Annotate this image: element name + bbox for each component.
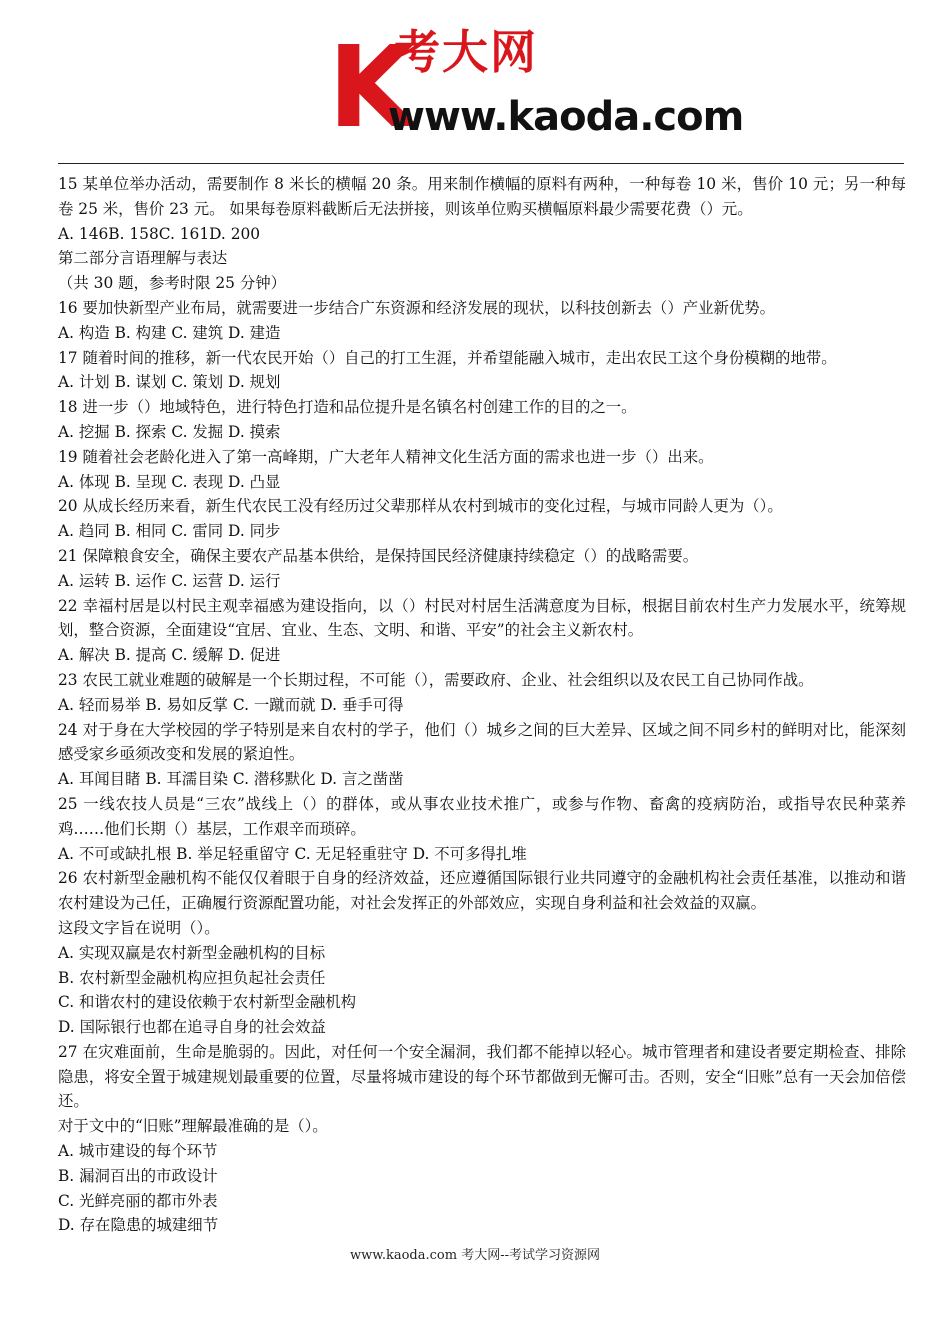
question-21: 21 保障粮食安全，确保主要农产品基本供给，是保持国民经济健康持续稳定（）的战略需要。 — [58, 546, 699, 565]
question-26: 26 农村新型金融机构不能仅仅着眼于自身的经济效益，还应遵循国际银行业共同遵守的金融机构社会责任基准，以推动和谐农村建设为己任，正确履行资源配置功能，对社会发挥正的外部效应，实现自身利益和社会效益的双赢。 — [58, 869, 906, 913]
question-26-option-a: A. 实现双赢是农村新型金融机构的目标 — [58, 943, 326, 962]
question-20-options: A. 趋同 B. 相同 C. 雷同 D. 同步 — [58, 522, 281, 541]
question-26-prompt: 这段文字旨在说明（）。 — [58, 918, 220, 937]
logo-chinese-name: 考大网 — [394, 25, 538, 79]
question-27-option-d: D. 存在隐患的城建细节 — [58, 1216, 219, 1235]
question-17: 17 随着时间的推移，新一代农民开始（）自己的打工生涯，并希望能融入城市，走出农民工这个身份模糊的地带。 — [58, 348, 837, 367]
question-25: 25 一线农技人员是“三农”战线上（）的群体，或从事农业技术推广，或参与作物、畜禽的疫病防治，或指导农民种菜养鸡……他们长期（）基层，工作艰辛而琐碎。 — [58, 794, 906, 838]
question-24-options: A. 耳闻目睹 B. 耳濡目染 C. 潜移默化 D. 言之凿凿 — [58, 770, 404, 789]
question-24: 24 对于身在大学校园的学子特别是来自农村的学子，他们（）城乡之间的巨大差异、区域之间不同乡村的鲜明对比，能深刻感受家乡亟须改变和发展的紧迫性。 — [58, 720, 906, 764]
question-26-option-d: D. 国际银行也都在追寻自身的社会效益 — [58, 1018, 326, 1037]
question-15: 15 某单位举办活动，需要制作 8 米长的横幅 20 条。用来制作横幅的原料有两种，一种每卷 10 米，售价 10 元；另一种每卷 25 米，售价 23 元。 如果每卷原料截断后无法拼接，则该单位购买横幅原料最少需要花费（）元。 — [58, 175, 906, 218]
kaoda-logo — [328, 10, 744, 160]
question-27-option-c: C. 光鲜亮丽的都市外表 — [58, 1191, 218, 1210]
section-heading: 第二部分言语理解与表达 — [58, 249, 228, 268]
question-21-options: A. 运转 B. 运作 C. 运营 D. 运行 — [58, 571, 281, 590]
question-22: 22 幸福村居是以村民主观幸福感为建设指向，以（）村民对村居生活满意度为目标，根据目前农村生产力发展水平，统筹规划，整合资源，全面建设“宜居、宜业、生态、文明、和谐、平安”的社会主义新农村。 — [58, 596, 906, 640]
logo-url-text: www.kaoda.com — [388, 94, 744, 140]
question-27-prompt: 对于文中的“旧账”理解最准确的是（）。 — [58, 1117, 328, 1136]
question-19-options: A. 体现 B. 呈现 C. 表现 D. 凸显 — [58, 472, 281, 491]
question-27-option-b: B. 漏洞百出的市政设计 — [58, 1166, 218, 1185]
header-divider — [58, 163, 904, 164]
question-16: 16 要加快新型产业布局，就需要进一步结合广东资源和经济发展的现状，以科技创新去（）产业新优势。 — [58, 298, 776, 317]
question-20: 20 从成长经历来看，新生代农民工没有经历过父辈那样从农村到城市的变化过程，与城市同龄人更为（）。 — [58, 497, 783, 516]
logo-k-mark: K — [328, 23, 411, 153]
question-25-options: A. 不可或缺扎根 B. 举足轻重留守 C. 无足轻重驻守 D. 不可多得扎堆 — [58, 844, 527, 863]
document-body — [58, 172, 906, 1238]
question-17-options: A. 计划 B. 谋划 C. 策划 D. 规划 — [58, 373, 281, 392]
question-16-options: A. 构造 B. 构建 C. 建筑 D. 建造 — [58, 323, 281, 342]
page-footer: www.kaoda.com 考大网--考试学习资源网 — [350, 1248, 600, 1263]
question-26-option-c: C. 和谐农村的建设依赖于农村新型金融机构 — [58, 993, 357, 1012]
question-26-option-b: B. 农村新型金融机构应担负起社会责任 — [58, 968, 326, 987]
question-18-options: A. 挖掘 B. 探索 C. 发掘 D. 摸索 — [58, 422, 281, 441]
question-27: 27 在灾难面前，生命是脆弱的。因此，对任何一个安全漏洞，我们都不能掉以轻心。城市管理者和建设者要定期检查、排除隐患，将安全置于城建规划最重要的位置，尽量将城市建设的每个环节都做到无懈可击。否则，安全“旧账”总有一天会加倍偿还。 — [58, 1042, 906, 1111]
question-23: 23 农民工就业难题的破解是一个长期过程，不可能（），需要政府、企业、社会组织以及农民工自己协同作战。 — [58, 670, 814, 689]
section-note: （共 30 题，参考时限 25 分钟） — [58, 274, 287, 293]
question-15-options: A. 146B. 158C. 161D. 200 — [58, 224, 261, 243]
question-22-options: A. 解决 B. 提高 C. 缓解 D. 促进 — [58, 646, 281, 665]
question-23-options: A. 轻而易举 B. 易如反掌 C. 一蹴而就 D. 垂手可得 — [58, 695, 404, 714]
question-27-option-a: A. 城市建设的每个环节 — [58, 1142, 218, 1161]
question-19: 19 随着社会老龄化进入了第一高峰期，广大老年人精神文化生活方面的需求也进一步（）出来。 — [58, 447, 714, 466]
question-18: 18 进一步（）地域特色，进行特色打造和品位提升是名镇名村创建工作的目的之一。 — [58, 398, 637, 417]
